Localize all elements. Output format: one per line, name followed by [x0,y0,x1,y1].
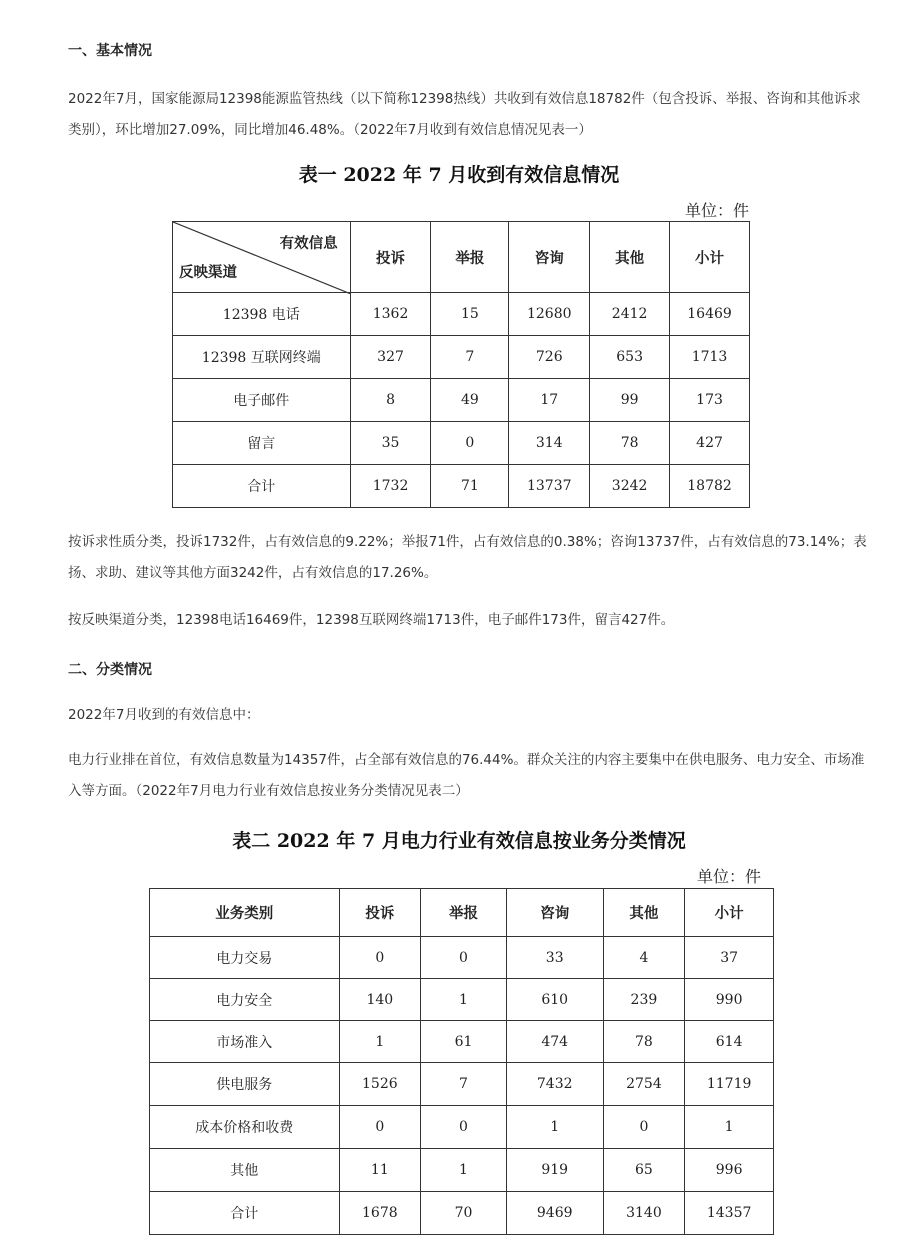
table-cell: 7432 [506,1063,603,1106]
table2-header-row [150,889,774,937]
row-label: 市场准入 [150,1021,340,1063]
table1-unit: 单位：件 [685,201,750,220]
table-cell: 11719 [685,1063,774,1106]
table-cell: 37 [685,937,774,979]
row-label: 合计 [173,465,351,508]
table-cell: 1678 [339,1192,421,1235]
table-row-total [173,465,750,508]
table-cell: 314 [509,422,590,465]
table-cell: 14357 [685,1192,774,1235]
table1-title: 表一 2022 年 7 月收到有效信息情况 [298,164,620,186]
table2-col-header: 其他 [603,889,685,937]
table-row [150,1063,774,1106]
table-cell: 71 [431,465,509,508]
table1-col-header: 举报 [431,222,509,293]
row-label: 电力交易 [150,937,340,979]
table-cell: 2412 [590,293,670,336]
section1-heading: 一、基本情况 [68,43,152,59]
table-cell: 0 [339,1106,421,1149]
table2-col-header: 小计 [685,889,774,937]
table-cell: 0 [421,937,507,979]
diag-bottom-label: 反映渠道 [179,264,237,281]
table-cell: 65 [603,1149,685,1192]
table-cell: 18782 [670,465,750,508]
table-cell: 173 [670,379,750,422]
section1-paragraph-3: 按反映渠道分类，12398电话16469件，12398互联网终端1713件，电子邮件173件，留言427件。 [68,612,675,628]
table-cell: 327 [350,336,431,379]
table2-col-header: 举报 [421,889,507,937]
table2-unit: 单位：件 [697,867,762,886]
table-cell: 61 [421,1021,507,1063]
table-cell: 0 [421,1106,507,1149]
table1-col-header: 咨询 [509,222,590,293]
table-row [150,1021,774,1063]
table-cell: 610 [506,979,603,1021]
table-cell: 0 [603,1106,685,1149]
table-cell: 1 [506,1106,603,1149]
table-cell: 8 [350,379,431,422]
table-cell: 140 [339,979,421,1021]
row-label: 成本价格和收费 [150,1106,340,1149]
table-cell: 17 [509,379,590,422]
table-cell: 1362 [350,293,431,336]
row-label: 合计 [150,1192,340,1235]
table-cell: 7 [431,336,509,379]
table2-col-header: 咨询 [506,889,603,937]
table-row [173,422,750,465]
table-cell: 7 [421,1063,507,1106]
row-label: 供电服务 [150,1063,340,1106]
table-cell: 0 [339,937,421,979]
section2-paragraph-2: 电力行业排在首位，有效信息数量为14357件，占全部有效信息的76.44%。群众关注的内容主要集中在供电服务、电力安全、市场准入等方面。（2022年7月电力行业有效信息按业务分类情况见表二） [68,752,865,799]
table-cell: 474 [506,1021,603,1063]
table-cell: 49 [431,379,509,422]
row-label: 留言 [173,422,351,465]
table-row [173,293,750,336]
table2-col-header: 投诉 [339,889,421,937]
table-cell: 996 [685,1149,774,1192]
row-label: 电力安全 [150,979,340,1021]
table-cell: 3140 [603,1192,685,1235]
table-cell: 1732 [350,465,431,508]
table-cell: 1 [685,1106,774,1149]
table1-col-header: 投诉 [350,222,431,293]
table-cell: 78 [603,1021,685,1063]
row-label: 其他 [150,1149,340,1192]
diag-top-label: 有效信息 [279,235,338,252]
table-cell: 1 [339,1021,421,1063]
section2-paragraph-1: 2022年7月收到的有效信息中： [68,707,260,723]
table1 [172,221,750,508]
row-label: 12398 电话 [173,293,351,336]
table-cell: 35 [350,422,431,465]
table-cell: 239 [603,979,685,1021]
table-cell: 653 [590,336,670,379]
table-cell: 427 [670,422,750,465]
table-cell: 919 [506,1149,603,1192]
table-row [150,1149,774,1192]
table-row [150,979,774,1021]
table-cell: 1526 [339,1063,421,1106]
table-cell: 2754 [603,1063,685,1106]
table-cell: 3242 [590,465,670,508]
table-cell: 15 [431,293,509,336]
table-row [173,379,750,422]
table-row [150,937,774,979]
table-cell: 70 [421,1192,507,1235]
table-cell: 1 [421,979,507,1021]
section2-heading: 二、分类情况 [68,662,152,678]
table-row-total [150,1192,774,1235]
table-cell: 11 [339,1149,421,1192]
table-row [150,1106,774,1149]
table1-col-header: 其他 [590,222,670,293]
table-cell: 4 [603,937,685,979]
row-label: 12398 互联网终端 [173,336,351,379]
table2-col-header: 业务类别 [150,889,340,937]
table-cell: 0 [431,422,509,465]
table-row [173,336,750,379]
table-cell: 99 [590,379,670,422]
section1-paragraph-1: 2022年7月，国家能源局12398能源监管热线（以下简称12398热线）共收到有效信息18782件（包含投诉、举报、咨询和其他诉求类别），环比增加27.09%，同比增加46.48%。（2022年7月收到有效信息情况见表一） [68,91,861,138]
table-cell: 1 [421,1149,507,1192]
table2-title: 表二 2022 年 7 月电力行业有效信息按业务分类情况 [232,830,686,852]
table-cell: 1713 [670,336,750,379]
table2 [149,888,774,1235]
table1-diagonal-header [173,222,351,293]
table-cell: 16469 [670,293,750,336]
row-label: 电子邮件 [173,379,351,422]
table1-header-row [173,222,750,293]
section1-paragraph-2: 按诉求性质分类，投诉1732件，占有效信息的9.22%；举报71件，占有效信息的0.38%；咨询13737件，占有效信息的73.14%；表扬、求助、建议等其他方面3242件，占有效信息的17.26%。 [68,534,867,581]
table-cell: 12680 [509,293,590,336]
table-cell: 9469 [506,1192,603,1235]
table-cell: 13737 [509,465,590,508]
table1-col-header: 小计 [670,222,750,293]
table-cell: 990 [685,979,774,1021]
table-cell: 726 [509,336,590,379]
table-cell: 78 [590,422,670,465]
table-cell: 33 [506,937,603,979]
table-cell: 614 [685,1021,774,1063]
